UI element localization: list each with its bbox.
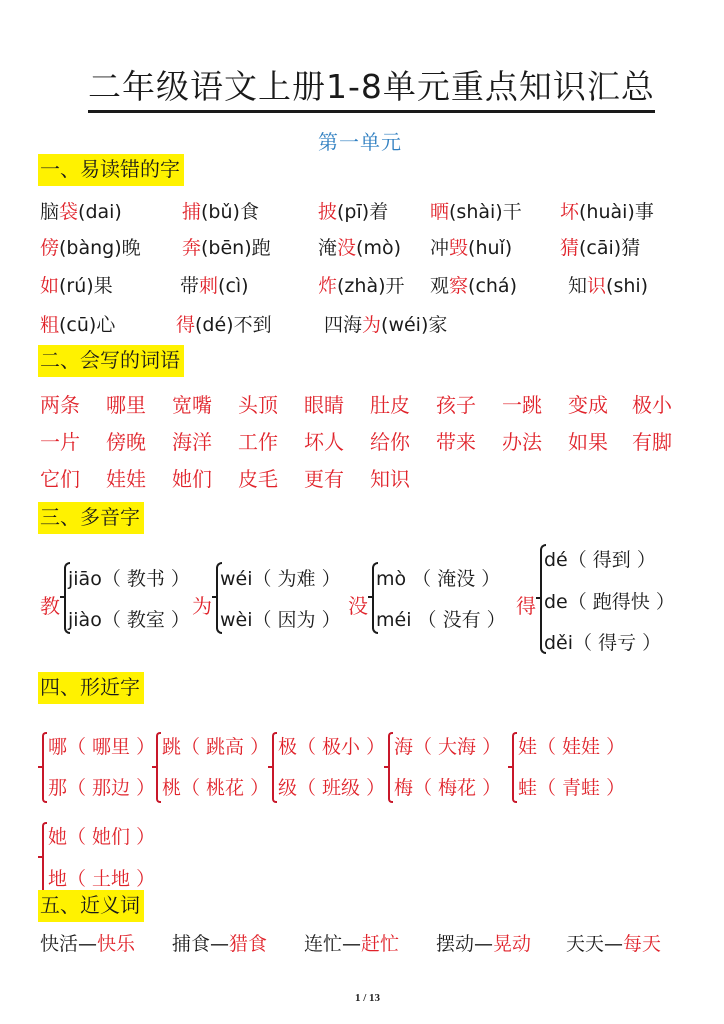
section-heading-4: 四、形近字 bbox=[38, 672, 144, 704]
similar-char-line: 哪（ 哪里 ） bbox=[48, 736, 156, 758]
item-key-char: 猜 bbox=[560, 237, 580, 259]
synonym-dash: — bbox=[342, 933, 362, 955]
reading-line bbox=[68, 605, 190, 632]
word-item: 更有 bbox=[304, 467, 344, 491]
item-key-char: 披 bbox=[318, 201, 338, 223]
item-pinyin: (shài) bbox=[449, 201, 503, 223]
reading-pinyin: děi bbox=[544, 632, 574, 654]
item-suffix: 心 bbox=[96, 314, 116, 336]
item-prefix: 冲 bbox=[430, 237, 450, 259]
section-heading-3: 三、多音字 bbox=[38, 502, 144, 534]
item-pinyin: (bàng) bbox=[59, 237, 122, 259]
reading-line bbox=[68, 564, 190, 591]
document-title: 二年级语文上册1-8单元重点知识汇总 bbox=[88, 66, 655, 113]
brace-icon bbox=[156, 732, 161, 803]
brace-tip bbox=[508, 766, 513, 768]
misread-item bbox=[318, 236, 401, 260]
misread-item bbox=[324, 313, 447, 337]
item-pinyin: (wéi) bbox=[381, 314, 429, 336]
item-pinyin: (bǔ) bbox=[201, 201, 240, 223]
misread-item bbox=[560, 200, 654, 224]
reading-pinyin: méi bbox=[376, 609, 412, 631]
brace-tip bbox=[268, 766, 273, 768]
misread-item bbox=[560, 236, 640, 260]
polyphonic-char: 没 bbox=[348, 594, 368, 618]
synonym-answer: 每天 bbox=[623, 933, 662, 955]
synonym-answer: 猎食 bbox=[229, 933, 268, 955]
item-suffix: 猜 bbox=[621, 237, 641, 259]
item-pinyin: (dai) bbox=[78, 201, 122, 223]
word-item: 带来 bbox=[436, 430, 476, 454]
similar-char-line: 她（ 她们 ） bbox=[48, 826, 156, 848]
brace-icon bbox=[42, 822, 47, 894]
polyphonic-char: 教 bbox=[40, 594, 60, 618]
brace-tip bbox=[536, 597, 541, 599]
word-item: 有脚 bbox=[632, 430, 672, 454]
word-item: 办法 bbox=[502, 430, 542, 454]
synonym-answer: 赶忙 bbox=[361, 933, 400, 955]
synonym-dash: — bbox=[210, 933, 230, 955]
item-key-char: 炸 bbox=[318, 275, 338, 297]
similar-char-line: 级（ 班级 ） bbox=[278, 777, 386, 799]
section-heading-2: 二、会写的词语 bbox=[38, 345, 184, 377]
synonym-pair bbox=[40, 932, 135, 956]
section-heading-1: 一、易读错的字 bbox=[38, 154, 184, 186]
word-item: 宽嘴 bbox=[172, 393, 212, 417]
item-key-char: 粗 bbox=[40, 314, 60, 336]
synonym-pair bbox=[566, 932, 661, 956]
item-pinyin: (huǐ) bbox=[468, 237, 513, 259]
synonym-word: 捕食 bbox=[172, 933, 211, 955]
reading-word: （ 为难 ） bbox=[252, 568, 341, 590]
reading-pinyin: jiāo bbox=[68, 568, 102, 590]
reading-word: （ 淹没 ） bbox=[406, 568, 501, 590]
item-suffix: 开 bbox=[385, 275, 405, 297]
item-pinyin: (pī) bbox=[337, 201, 370, 223]
item-suffix: 着 bbox=[369, 201, 389, 223]
item-suffix: 事 bbox=[634, 201, 654, 223]
word-item: 工作 bbox=[238, 430, 278, 454]
reading-pinyin: dé bbox=[544, 549, 568, 571]
misread-item bbox=[180, 274, 249, 298]
reading-line bbox=[220, 605, 341, 632]
reading-word: （ 因为 ） bbox=[252, 609, 341, 631]
word-item: 头顶 bbox=[238, 393, 278, 417]
item-key-char: 如 bbox=[40, 275, 60, 297]
brace-tip bbox=[60, 596, 65, 598]
brace-tip bbox=[152, 766, 157, 768]
misread-item bbox=[430, 200, 522, 224]
similar-char-line: 极（ 极小 ） bbox=[278, 736, 386, 758]
item-key-char: 坏 bbox=[560, 201, 580, 223]
item-key-char: 毁 bbox=[449, 237, 469, 259]
reading-word: （ 没有 ） bbox=[411, 609, 506, 631]
item-pinyin: (bēn) bbox=[201, 237, 252, 259]
misread-item bbox=[176, 313, 272, 337]
reading-pinyin: wéi bbox=[220, 568, 253, 590]
item-key-char: 晒 bbox=[430, 201, 450, 223]
reading-line bbox=[544, 628, 661, 655]
word-item: 傍晚 bbox=[106, 430, 146, 454]
item-suffix: 晚 bbox=[121, 237, 141, 259]
synonym-pair bbox=[172, 932, 267, 956]
word-item: 肚皮 bbox=[370, 393, 410, 417]
polyphonic-char: 得 bbox=[516, 594, 536, 618]
item-suffix: 干 bbox=[502, 201, 522, 223]
brace-icon bbox=[388, 732, 393, 803]
misread-item bbox=[430, 274, 517, 298]
brace-tip bbox=[384, 766, 389, 768]
synonym-pair bbox=[304, 932, 399, 956]
word-item: 它们 bbox=[40, 467, 80, 491]
similar-char-line: 蛙（ 青蛙 ） bbox=[518, 777, 626, 799]
reading-line bbox=[544, 587, 675, 614]
synonym-answer: 晃动 bbox=[493, 933, 532, 955]
reading-pinyin: jiào bbox=[68, 609, 102, 631]
synonym-word: 天天 bbox=[566, 933, 605, 955]
item-pinyin: (cì) bbox=[218, 275, 249, 297]
item-suffix: 家 bbox=[428, 314, 448, 336]
item-pinyin: (dé) bbox=[195, 314, 234, 336]
word-item: 坏人 bbox=[304, 430, 344, 454]
item-prefix: 知 bbox=[568, 275, 588, 297]
misread-item bbox=[40, 236, 141, 260]
synonym-dash: — bbox=[604, 933, 624, 955]
misread-item bbox=[430, 236, 512, 260]
item-pinyin: (chá) bbox=[468, 275, 517, 297]
synonym-word: 快活 bbox=[40, 933, 79, 955]
misread-item bbox=[318, 274, 405, 298]
brace-icon bbox=[272, 732, 277, 803]
reading-pinyin: de bbox=[544, 591, 568, 613]
brace-tip bbox=[368, 596, 373, 598]
reading-pinyin: mò bbox=[376, 568, 407, 590]
brace-tip bbox=[38, 856, 43, 858]
word-item: 变成 bbox=[568, 393, 608, 417]
synonym-word: 摆动 bbox=[436, 933, 475, 955]
word-item: 皮毛 bbox=[238, 467, 278, 491]
synonym-dash: — bbox=[78, 933, 98, 955]
word-item: 哪里 bbox=[106, 393, 146, 417]
similar-char-line: 桃（ 桃花 ） bbox=[162, 777, 270, 799]
item-suffix: 跑 bbox=[251, 237, 271, 259]
reading-word: （ 得到 ） bbox=[567, 549, 656, 571]
item-prefix: 淹 bbox=[318, 237, 338, 259]
misread-item bbox=[568, 274, 648, 298]
misread-item bbox=[318, 200, 388, 224]
word-item: 如果 bbox=[568, 430, 608, 454]
similar-char-line: 地（ 土地 ） bbox=[48, 868, 156, 890]
misread-item bbox=[40, 274, 113, 298]
similar-char-line: 娃（ 娃娃 ） bbox=[518, 736, 626, 758]
reading-line bbox=[376, 564, 500, 591]
word-item: 极小 bbox=[632, 393, 672, 417]
reading-line bbox=[220, 564, 341, 591]
item-suffix: 不到 bbox=[233, 314, 272, 336]
item-pinyin: (rú) bbox=[59, 275, 94, 297]
item-key-char: 没 bbox=[337, 237, 357, 259]
item-prefix: 脑 bbox=[40, 201, 60, 223]
reading-pinyin: wèi bbox=[220, 609, 253, 631]
item-key-char: 刺 bbox=[199, 275, 219, 297]
word-item: 娃娃 bbox=[106, 467, 146, 491]
word-item: 给你 bbox=[370, 430, 410, 454]
polyphonic-char: 为 bbox=[192, 594, 212, 618]
item-prefix: 四海 bbox=[324, 314, 363, 336]
similar-char-line: 海（ 大海 ） bbox=[394, 736, 502, 758]
brace-icon bbox=[512, 732, 517, 803]
word-item: 眼睛 bbox=[304, 393, 344, 417]
item-pinyin: (cāi) bbox=[579, 237, 622, 259]
synonym-dash: — bbox=[474, 933, 494, 955]
item-key-char: 奔 bbox=[182, 237, 202, 259]
item-pinyin: (zhà) bbox=[337, 275, 386, 297]
word-item: 一跳 bbox=[502, 393, 542, 417]
reading-word: （ 跑得快 ） bbox=[567, 591, 675, 613]
similar-char-line: 梅（ 梅花 ） bbox=[394, 777, 502, 799]
reading-line bbox=[376, 605, 506, 632]
reading-line bbox=[544, 545, 656, 572]
misread-item bbox=[182, 236, 271, 260]
brace-icon bbox=[42, 732, 47, 803]
item-pinyin: (mò) bbox=[356, 237, 401, 259]
item-key-char: 捕 bbox=[182, 201, 202, 223]
item-pinyin: (cū) bbox=[59, 314, 97, 336]
reading-word: （ 教书 ） bbox=[101, 568, 190, 590]
word-item: 两条 bbox=[40, 393, 80, 417]
word-item: 海洋 bbox=[172, 430, 212, 454]
reading-word: （ 教室 ） bbox=[101, 609, 190, 631]
synonym-pair bbox=[436, 932, 531, 956]
item-key-char: 察 bbox=[449, 275, 469, 297]
word-item: 孩子 bbox=[436, 393, 476, 417]
similar-char-line: 跳（ 跳高 ） bbox=[162, 736, 270, 758]
synonym-word: 连忙 bbox=[304, 933, 343, 955]
item-pinyin: (huài) bbox=[579, 201, 635, 223]
word-item: 一片 bbox=[40, 430, 80, 454]
synonym-answer: 快乐 bbox=[97, 933, 136, 955]
brace-tip bbox=[38, 766, 43, 768]
item-prefix: 带 bbox=[180, 275, 200, 297]
item-prefix: 观 bbox=[430, 275, 450, 297]
item-key-char: 为 bbox=[362, 314, 382, 336]
unit-heading: 第一单元 bbox=[318, 130, 402, 154]
page-number: 1 / 13 bbox=[355, 992, 381, 1004]
item-key-char: 识 bbox=[587, 275, 607, 297]
misread-item bbox=[182, 200, 259, 224]
item-key-char: 傍 bbox=[40, 237, 60, 259]
reading-word: （ 得亏 ） bbox=[573, 632, 662, 654]
misread-item bbox=[40, 200, 122, 224]
item-key-char: 袋 bbox=[59, 201, 79, 223]
misread-item bbox=[40, 313, 115, 337]
item-key-char: 得 bbox=[176, 314, 196, 336]
brace-tip bbox=[212, 596, 217, 598]
word-item: 知识 bbox=[370, 467, 410, 491]
item-suffix: 食 bbox=[239, 201, 259, 223]
item-suffix: 果 bbox=[93, 275, 113, 297]
section-heading-5: 五、近义词 bbox=[38, 890, 144, 922]
item-pinyin: (shi) bbox=[606, 275, 649, 297]
word-item: 她们 bbox=[172, 467, 212, 491]
similar-char-line: 那（ 那边 ） bbox=[48, 777, 156, 799]
